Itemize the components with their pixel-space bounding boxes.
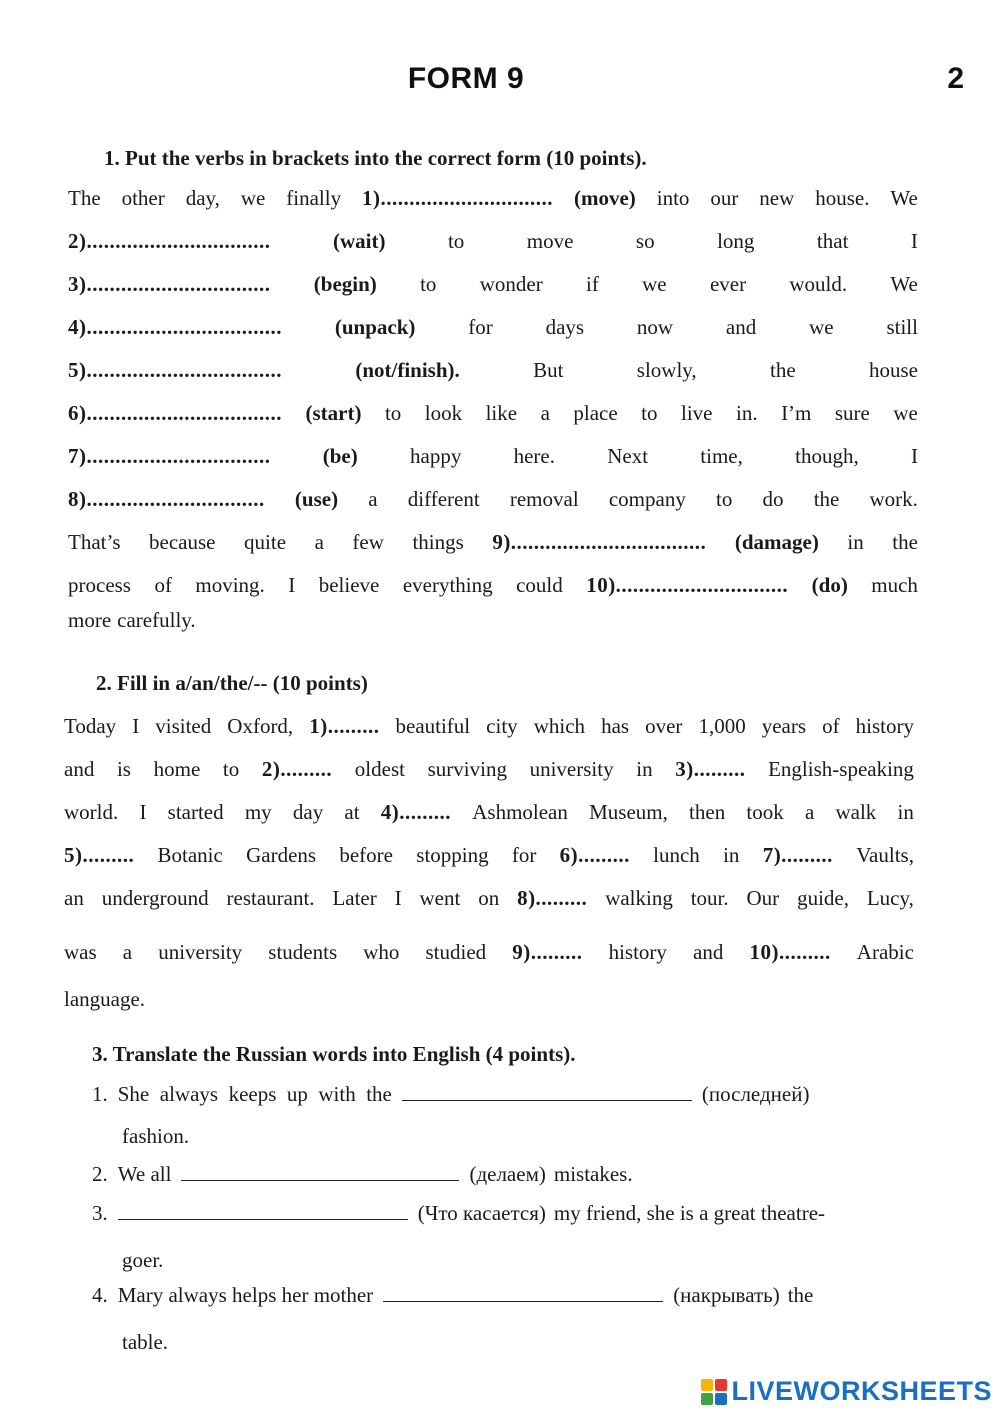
word: to [420, 272, 437, 296]
answer-blank[interactable]: 1)......... [309, 714, 380, 738]
sentence-continuation: goer. [122, 1248, 164, 1272]
answer-blank[interactable]: 8)............................... [68, 487, 265, 511]
word: has [601, 714, 630, 738]
item-number: 1. [92, 1082, 108, 1106]
word: believe [318, 573, 380, 597]
word: we [893, 401, 918, 425]
word: was [64, 940, 97, 964]
section2-line [64, 886, 914, 911]
word: Later [332, 886, 377, 910]
verb-prompt: (move) [573, 186, 636, 210]
word: on [478, 886, 500, 910]
word: if [586, 272, 599, 296]
word: university [158, 940, 243, 964]
word: city [486, 714, 518, 738]
word: in. [735, 401, 758, 425]
section2-line [64, 714, 914, 739]
section1-line [68, 315, 918, 340]
word: Our [746, 886, 780, 910]
word: history [608, 940, 667, 964]
word: went [419, 886, 461, 910]
answer-blank[interactable]: 6)......... [559, 843, 630, 867]
word: and [693, 940, 724, 964]
russian-hint: (Что касается) [417, 1201, 546, 1225]
translate-item [92, 1162, 633, 1187]
word: removal [509, 487, 579, 511]
word: a [122, 940, 133, 964]
answer-blank[interactable]: 7)......... [762, 843, 833, 867]
answer-line[interactable] [402, 1082, 692, 1101]
word: look [424, 401, 463, 425]
word: to [641, 401, 658, 425]
answer-blank[interactable]: 5).................................. [68, 358, 282, 382]
russian-hint: (делаем) [469, 1162, 546, 1186]
section1-line [68, 444, 918, 469]
word: work. [869, 487, 918, 511]
sentence-text: the [787, 1283, 814, 1307]
word: English-speaking [768, 757, 914, 781]
word: we [642, 272, 667, 296]
sentence-text: We all [117, 1162, 172, 1186]
word: world. [64, 800, 119, 824]
word: moving. [195, 573, 265, 597]
word: walk [835, 800, 877, 824]
answer-blank[interactable]: 5)......... [64, 843, 135, 867]
section1-line [68, 608, 918, 633]
word: The [68, 186, 101, 210]
word: more [68, 608, 112, 632]
word: because [149, 530, 216, 554]
word: students [268, 940, 338, 964]
liveworksheets-logo-icon [701, 1379, 727, 1405]
word: That’s [68, 530, 121, 554]
page-number: 2 [947, 62, 964, 95]
word: university [529, 757, 614, 781]
word: years [761, 714, 807, 738]
word: though, [795, 444, 859, 468]
verb-prompt: (damage) [734, 530, 819, 554]
word: Museum, [589, 800, 668, 824]
answer-blank[interactable]: 8)......... [517, 886, 588, 910]
verb-prompt: (not/finish). [355, 358, 460, 382]
word: tour. [690, 886, 729, 910]
word: Vaults, [856, 843, 914, 867]
sentence-continuation: table. [122, 1330, 169, 1354]
word: walking [605, 886, 673, 910]
word: Botanic [157, 843, 223, 867]
word: Arabic [856, 940, 914, 964]
section1-heading: 1. Put the verbs in brackets into the correct form (10 points). [104, 146, 647, 170]
section3-heading: 3. Translate the Russian words into English (4 points). [92, 1042, 576, 1066]
word: live [681, 401, 713, 425]
word: would. [789, 272, 848, 296]
word: restaurant. [226, 886, 315, 910]
answer-line[interactable] [181, 1162, 459, 1181]
word: we [809, 315, 834, 339]
word: everything [402, 573, 493, 597]
word: do [762, 487, 784, 511]
word: wonder [479, 272, 543, 296]
word: We [890, 186, 918, 210]
word: of [822, 714, 840, 738]
word: I [910, 444, 918, 468]
word: finally [286, 186, 342, 210]
word: is [116, 757, 131, 781]
word: Today [64, 714, 117, 738]
answer-blank[interactable]: 7)................................ [68, 444, 271, 468]
word: move [526, 229, 574, 253]
answer-blank[interactable]: 10)......... [749, 940, 831, 964]
answer-blank[interactable]: 3)......... [675, 757, 746, 781]
word: Next [607, 444, 649, 468]
verb-prompt: (be) [322, 444, 358, 468]
word: a [314, 530, 324, 554]
word: a [540, 401, 550, 425]
word: I [132, 714, 140, 738]
word: language. [64, 987, 146, 1011]
section1-line [68, 186, 918, 211]
word: We [890, 272, 918, 296]
answer-blank[interactable]: 2)......... [261, 757, 333, 781]
translate-item [92, 1082, 809, 1107]
word: things [412, 530, 464, 554]
word: But [533, 358, 564, 382]
word: the [892, 530, 918, 554]
word: in [636, 757, 653, 781]
word: in [847, 530, 864, 554]
liveworksheets-logo [701, 1376, 992, 1407]
page-title: FORM 9 [407, 62, 525, 95]
sentence-text: She always keeps up with the [117, 1082, 392, 1106]
verb-prompt: (begin) [313, 272, 377, 296]
word: which [533, 714, 586, 738]
word: 1,000 [698, 714, 746, 738]
answer-line[interactable] [383, 1283, 663, 1302]
word: now [636, 315, 674, 339]
word: I [910, 229, 918, 253]
liveworksheets-logo-text: LIVEWORKSHEETS [731, 1376, 992, 1406]
answer-blank[interactable]: 9).................................. [492, 530, 707, 554]
word: for [468, 315, 493, 339]
word: here. [513, 444, 555, 468]
word: in [897, 800, 914, 824]
verb-prompt: (wait) [332, 229, 386, 253]
word: day, [185, 186, 220, 210]
translate-item [92, 1283, 813, 1308]
section1-line [68, 530, 918, 555]
word: and [725, 315, 757, 339]
word: I [139, 800, 147, 824]
word: studied [425, 940, 487, 964]
verb-prompt: (do) [811, 573, 848, 597]
answer-blank[interactable]: 3)................................ [68, 272, 271, 296]
section2-heading: 2. Fill in a/an/the/-- (10 points) [96, 671, 368, 695]
word: process [68, 573, 131, 597]
section1-line [68, 229, 918, 254]
answer-blank[interactable]: 2)................................ [68, 229, 271, 253]
word: took [746, 800, 784, 824]
word: in [723, 843, 740, 867]
section2-line [64, 940, 914, 965]
word: over [645, 714, 683, 738]
word: days [545, 315, 585, 339]
word: long [717, 229, 755, 253]
section1-line [68, 401, 918, 426]
answer-blank[interactable]: 10).............................. [586, 573, 789, 597]
word: sure [834, 401, 870, 425]
answer-blank[interactable]: 4).................................. [68, 315, 282, 339]
word: day [292, 800, 324, 824]
word: time, [700, 444, 743, 468]
word: could [516, 573, 563, 597]
word: to [716, 487, 733, 511]
word: started [167, 800, 224, 824]
word: the [813, 487, 840, 511]
russian-hint: (накрывать) [673, 1283, 780, 1307]
word: history [855, 714, 914, 738]
word: visited [155, 714, 212, 738]
word: to [222, 757, 240, 781]
word: lunch [653, 843, 700, 867]
word: an [64, 886, 84, 910]
word: Ashmolean [472, 800, 568, 824]
word: new [759, 186, 795, 210]
verb-prompt: (use) [294, 487, 339, 511]
word: guide, [797, 886, 849, 910]
word: Gardens [246, 843, 317, 867]
item-number: 2. [92, 1162, 108, 1186]
word: for [511, 843, 537, 867]
word: at [344, 800, 360, 824]
word: the [770, 358, 796, 382]
word: house. [815, 186, 870, 210]
word: different [407, 487, 480, 511]
word: surviving [427, 757, 507, 781]
word: underground [101, 886, 209, 910]
word: stopping [416, 843, 489, 867]
answer-blank[interactable]: 4)......... [380, 800, 452, 824]
word: house [868, 358, 918, 382]
word: before [339, 843, 393, 867]
section2-line [64, 800, 914, 825]
verb-prompt: (start) [305, 401, 362, 425]
word: company [608, 487, 686, 511]
word: like [485, 401, 518, 425]
word: to [384, 401, 402, 425]
section2-line [64, 757, 914, 782]
section1-line [68, 272, 918, 297]
answer-line[interactable] [118, 1201, 408, 1220]
word: still [886, 315, 918, 339]
word: Lucy, [866, 886, 914, 910]
word: few [352, 530, 384, 554]
word: to [447, 229, 465, 253]
sentence-continuation: fashion. [122, 1124, 190, 1148]
word: a [804, 800, 815, 824]
word: slowly, [636, 358, 697, 382]
word: oldest [354, 757, 405, 781]
translate-item [92, 1201, 825, 1226]
item-number: 4. [92, 1283, 108, 1307]
answer-blank[interactable]: 9)......... [512, 940, 583, 964]
item-number: 3. [92, 1201, 108, 1225]
word: into [656, 186, 690, 210]
word: Oxford, [227, 714, 294, 738]
word: of [154, 573, 172, 597]
word: other [121, 186, 165, 210]
word: and [64, 757, 95, 781]
word: I [288, 573, 296, 597]
word: home [153, 757, 201, 781]
word: so [635, 229, 655, 253]
word: that [816, 229, 849, 253]
word: beautiful [395, 714, 471, 738]
word: then [689, 800, 726, 824]
answer-blank[interactable]: 1).............................. [362, 186, 554, 210]
word: quite [244, 530, 287, 554]
word: a [368, 487, 378, 511]
word: carefully. [117, 608, 196, 632]
word: I’m [781, 401, 812, 425]
word: my [244, 800, 272, 824]
answer-blank[interactable]: 6).................................. [68, 401, 282, 425]
word: I [394, 886, 402, 910]
section2-line [64, 843, 914, 868]
sentence-text: Mary always helps her mother [117, 1283, 374, 1307]
verb-prompt: (unpack) [334, 315, 416, 339]
word: ever [709, 272, 747, 296]
section1-line [68, 573, 918, 598]
word: much [871, 573, 918, 597]
section1-line [68, 358, 918, 383]
word: we [240, 186, 266, 210]
word: place [573, 401, 618, 425]
section2-line [64, 987, 914, 1012]
section1-line [68, 487, 918, 512]
word: happy [410, 444, 462, 468]
sentence-text: mistakes. [553, 1162, 633, 1186]
sentence-text: my friend, she is a great theatre- [553, 1201, 826, 1225]
word: our [710, 186, 739, 210]
russian-hint: (последней) [701, 1082, 810, 1106]
word: who [363, 940, 400, 964]
